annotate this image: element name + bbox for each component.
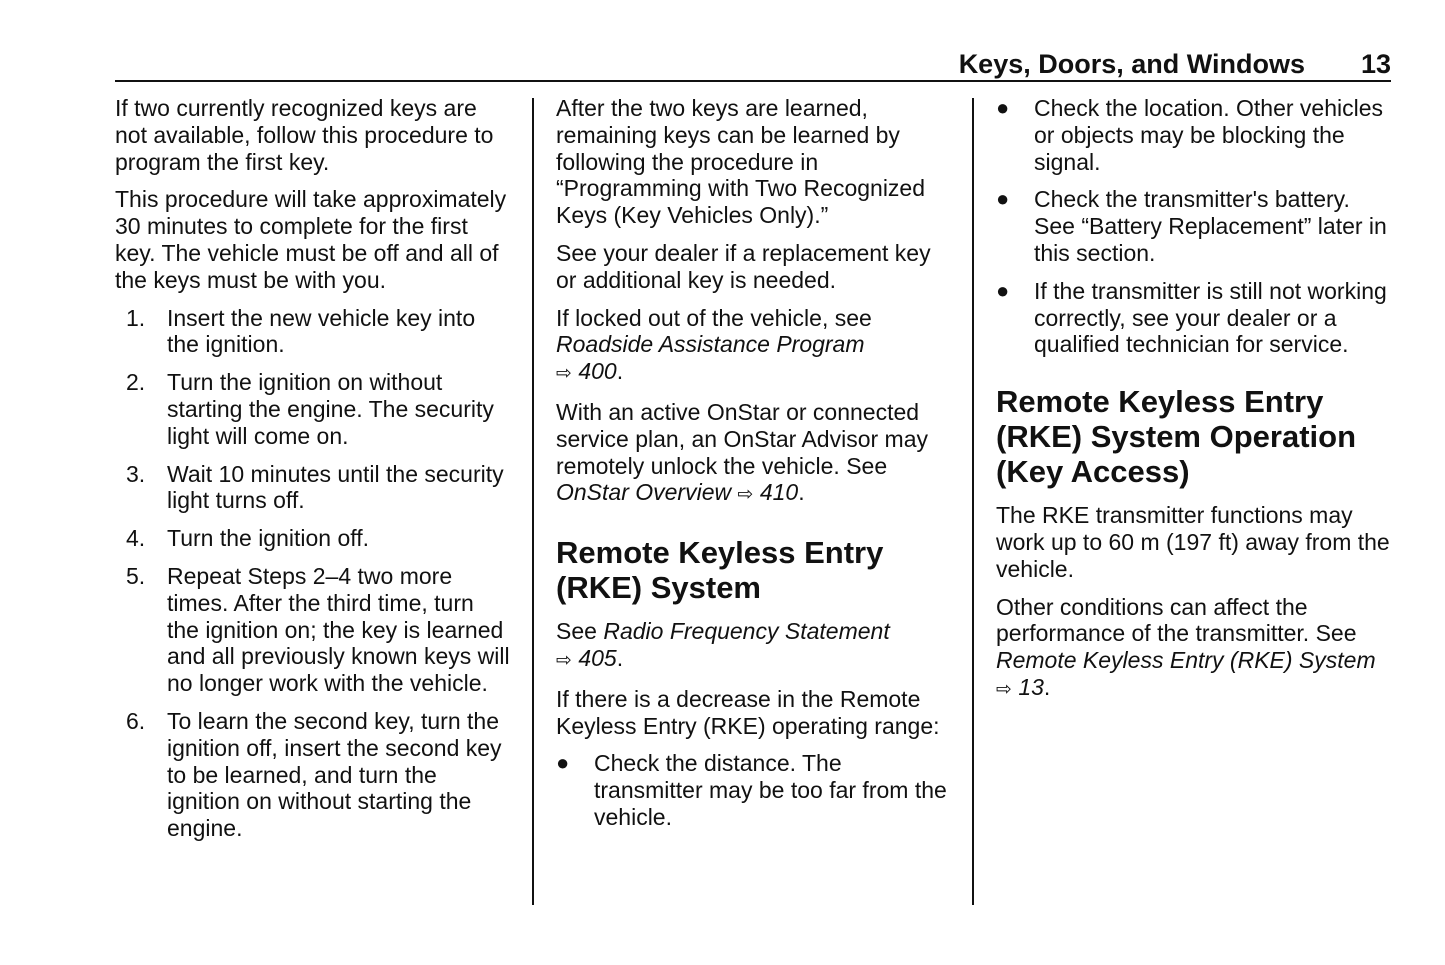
bullet-icon: ● bbox=[996, 186, 1010, 212]
radio-frequency-link[interactable]: Radio Frequency Statement bbox=[603, 618, 890, 645]
step-number: 2. bbox=[126, 369, 146, 396]
page-ref[interactable]: 13 bbox=[1018, 673, 1044, 700]
step-text: Turn the ignition off. bbox=[167, 525, 370, 552]
step-number: 5. bbox=[126, 562, 146, 589]
paragraph: After the two keys are learned, remaining keys can be learned by following the procedure in “Programming with Two Recognized Keys (Key Vehicles Only).” bbox=[556, 95, 926, 229]
column-divider-2 bbox=[972, 98, 974, 905]
step-text: Wait 10 minutes until the security light turns off. bbox=[167, 460, 504, 514]
step-text: Turn the ignition on without starting the engine. The security light will come on. bbox=[167, 369, 494, 449]
column-3 bbox=[996, 95, 1391, 715]
roadside-assistance-link[interactable]: Roadside Assistance Program bbox=[556, 331, 865, 358]
step-text: To learn the second key, turn the ignition off, insert the second key to be learned, and turn the ignition on without starting the engine. bbox=[167, 707, 502, 842]
step-item bbox=[115, 305, 510, 359]
page-ref[interactable]: 405 bbox=[578, 644, 617, 671]
paragraph: See your dealer if a replacement key or additional key is needed. bbox=[556, 239, 931, 293]
step-number: 6. bbox=[126, 707, 146, 734]
paragraph: With an active OnStar or connected service plan, an OnStar Advisor may remotely unlock the vehicle. See OnStar Overview ⇨ 410. bbox=[556, 398, 928, 506]
step-number: 1. bbox=[126, 304, 146, 331]
bullet-item: ● If the transmitter is still not working correctly, see your dealer or a qualified technician for service. bbox=[996, 277, 1387, 358]
step-item bbox=[115, 708, 510, 842]
section-heading: Remote Keyless Entry (RKE) System bbox=[556, 535, 884, 606]
rke-system-link[interactable]: Remote Keyless Entry (RKE) System bbox=[996, 647, 1376, 674]
column-2 bbox=[556, 95, 954, 842]
page-number: 13 bbox=[1360, 49, 1391, 79]
step-item bbox=[115, 369, 510, 449]
bullet-item: ● Check the location. Other vehicles or objects may be blocking the signal. bbox=[996, 95, 1384, 175]
paragraph: If two currently recognized keys are not available, follow this procedure to program the first key. bbox=[115, 95, 494, 175]
page-ref-arrow-icon: ⇨ bbox=[556, 649, 572, 671]
paragraph: If there is a decrease in the Remote Keyless Entry (RKE) operating range: bbox=[556, 685, 940, 739]
paragraph: If locked out of the vehicle, see Roadside Assistance Program ⇨ 400. bbox=[556, 304, 872, 385]
paragraph: Other conditions can affect the performance of the transmitter. See Remote Keyless Entry (RKE) System ⇨ 13. bbox=[996, 593, 1376, 700]
step-item bbox=[115, 563, 510, 697]
page-header bbox=[115, 46, 1391, 82]
page-ref[interactable]: 400 bbox=[578, 358, 617, 385]
step-text: Insert the new vehicle key into the ignition. bbox=[167, 304, 476, 358]
section-heading: Remote Keyless Entry (RKE) System Operation (Key Access) bbox=[996, 384, 1357, 490]
paragraph: The RKE transmitter functions may work up to 60 m (197 ft) away from the vehicle. bbox=[996, 502, 1390, 582]
bullet-list bbox=[556, 750, 954, 830]
bullet-icon: ● bbox=[556, 750, 570, 776]
step-number: 4. bbox=[126, 525, 146, 552]
step-number: 3. bbox=[126, 460, 146, 487]
bullet-icon: ● bbox=[996, 95, 1010, 120]
step-text: Repeat Steps 2–4 two more times. After the third time, turn the ignition on; the key is learned and all previously known keys will no longer work with the vehicle. bbox=[167, 562, 510, 697]
paragraph: This procedure will take approximately 30 minutes to complete for the first key. The vehicle must be off and all of the keys must be with you. bbox=[115, 186, 507, 293]
page-ref-arrow-icon: ⇨ bbox=[737, 484, 754, 506]
bullet-item: ● Check the distance. The transmitter may be too far from the vehicle. bbox=[556, 750, 947, 830]
onstar-overview-link[interactable]: OnStar Overview bbox=[556, 479, 732, 506]
paragraph: See Radio Frequency Statement ⇨ 405. bbox=[556, 618, 890, 671]
column-1 bbox=[115, 95, 510, 853]
page-ref[interactable]: 410 bbox=[759, 479, 799, 506]
step-item bbox=[115, 525, 510, 552]
step-item bbox=[115, 461, 510, 515]
column-divider-1 bbox=[532, 98, 534, 905]
section-title: Keys, Doors, and Windows bbox=[958, 49, 1305, 79]
procedure-steps bbox=[115, 305, 510, 842]
bullet-icon: ● bbox=[996, 277, 1010, 303]
bullet-item: ● Check the transmitter's battery. See “Battery Replacement” later in this section. bbox=[996, 186, 1387, 266]
page-ref-arrow-icon: ⇨ bbox=[556, 363, 572, 385]
page-ref-arrow-icon: ⇨ bbox=[996, 678, 1012, 700]
bullet-list bbox=[996, 95, 1391, 358]
